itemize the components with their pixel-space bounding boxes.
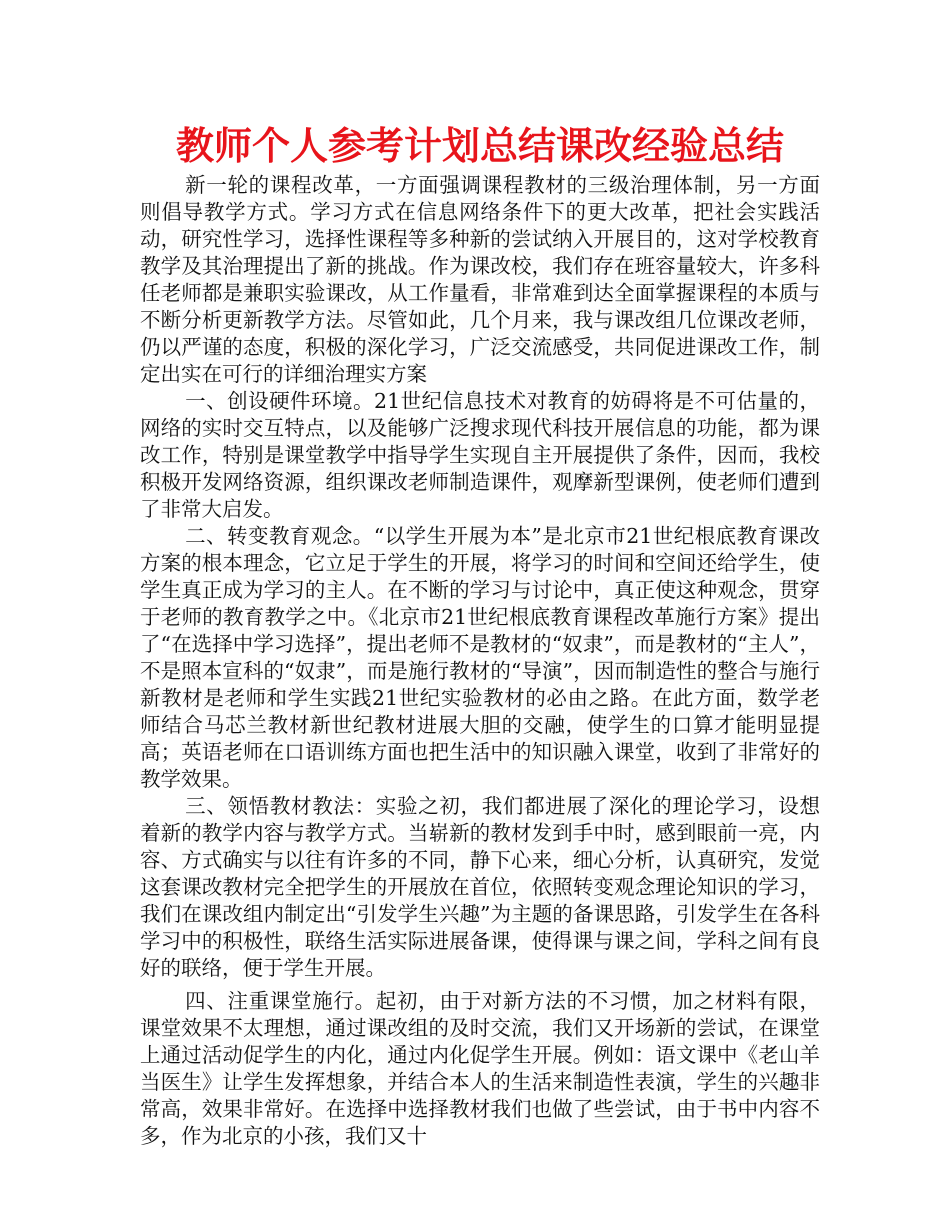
document-title: 教师个人参考计划总结课改经验总结 (175, 123, 784, 168)
paragraph-intro: 新一轮的课程改革，一方面强调课程教材的三级治理体制，另一方面则倡导教学方式。学习方式在信息网络条件下的更大改革，把社会实践活动，研究性学习，选择性课程等多种新的尝试纳入开展目的，这对学校教育教学及其治理提出了新的挑战。作为课改校，我们存在班容量较大，许多科任老师都是兼职实验课改，从工作量看，非常难到达全面掌握课程的本质与不断分析更新教学方法。尽管如此，几个月来，我与课改组几位课改老师，仍以严谨的态度，积极的深化学习，广泛交流感受，共同促进课改工作，制定出实在可行的详细治理实方案 (140, 173, 820, 386)
paragraph-education-concept: 二、转变教育观念。“以学生开展为本”是北京市21世纪根底教育课改方案的根本理念，它立足于学生的开展，将学习的时间和空间还给学生，使学生真正成为学习的主人。在不断的学习与讨论中，真正使这种观念，贯穿于老师的教育教学之中。《北京市21世纪根底教育课程改革施行方案》提出了“在选择中学习选择”，提出老师不是教材的“奴隶”，而是教材的“主人”，不是照本宣科的“奴隶”，而是施行教材的“导演”，因而制造性的整合与施行新教材是老师和学生实践21世纪实验教材的必由之路。在此方面，数学老师结合马芯兰教材新世纪教材进展大胆的交融，使学生的口算才能明显提高；英语老师在口语训练方面也把生活中的知识融入课堂，收到了非常好的教学效果。 (140, 524, 820, 791)
paragraph-hardware-environment: 一、创设硬件环境。21世纪信息技术对教育的妨碍将是不可估量的，网络的实时交互特点，以及能够广泛搜求现代科技开展信息的功能，都为课改工作，特别是课堂教学中指导学生实现自主开展提供了条件，因而，我校积极开发网络资源，组织课改老师制造课件，观摩新型课例，使老师们遭到了非常大启发。 (140, 389, 820, 521)
document-page (140, 120, 820, 1150)
paragraph-classroom-practice: 四、注重课堂施行。起初，由于对新方法的不习惯，加之材料有限，课堂效果不太理想，通过课改组的及时交流，我们又开场新的尝试，在课堂上通过活动促学生的内化，通过内化促学生开展。例如：语文课中《老山羊当医生》让学生发挥想象，并结合本人的生活来制造性表演，学生的兴趣非常高，效果非常好。在选择中选择教材我们也做了些尝试，由于书中内容不多，作为北京的小孩，我们又十 (140, 989, 820, 1148)
paragraph-teaching-materials: 三、领悟教材教法：实验之初，我们都进展了深化的理论学习，设想着新的教学内容与教学方式。当崭新的教材发到手中时，感到眼前一亮，内容、方式确实与以往有许多的不同，静下心来，细心分析，认真研究，发觉这套课改教材完全把学生的开展放在首位，依照转变观念理论知识的学习，我们在课改组内制定出“引发学生兴趣”为主题的备课思路，引发学生在各科学习中的积极性，联络生活实际进展备课，使得课与课之间，学科之间有良好的联络，便于学生开展。 (140, 794, 820, 980)
